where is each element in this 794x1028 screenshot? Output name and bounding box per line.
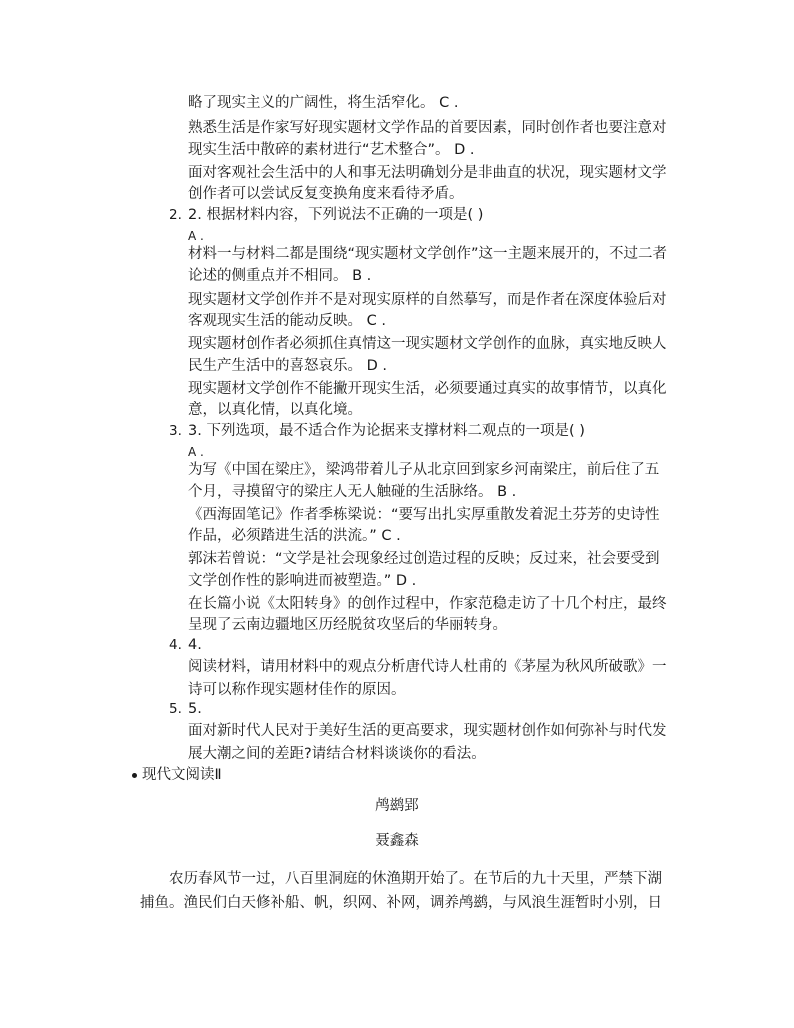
q3-option-line: 作品，必须踏进生活的洪流。” C . [188,528,401,544]
q2-option-line: 意，以真化情，以真化境。 [188,402,362,418]
q2-option-line: 民生产生活中的喜怒哀乐。 D . [188,358,387,374]
q2-option-line: 现实题材文学创作不能撇开现实生活，必须要通过真实的故事情节，以真化 [188,381,667,397]
q1-option-line: 略了现实主义的广阔性，将生活窄化。 C . [188,95,459,111]
q2-option-line: 论述的侧重点并不相同。 B . [188,268,372,284]
q5-list-number: 5. [169,701,182,717]
q2-option-a-label: A . [188,229,204,243]
q3-option-line: 《西海固笔记》作者季栋梁说：“要写出扎实厚重散发着泥土芬芳的史诗性 [188,507,660,523]
article-paragraph-line: 农历春风节一过，八百里洞庭的休渔期开始了。在节后的九十天里，严禁下湖 [169,871,662,887]
q2-option-line: 材料一与材料二都是围绕“现实题材文学创作”这一主题来展开的，不过二者 [188,246,668,262]
q1-option-line: 熟悉生活是作家写好现实题材文学作品的首要因素，同时创作者也要注意对 [188,120,667,136]
section-title: 现代文阅读Ⅱ [142,767,222,783]
q4-prompt-line: 阅读材料，请用材料中的观点分析唐代诗人杜甫的《茅屋为秋风所破歌》一 [188,659,667,675]
q3-list-number: 3. [169,423,182,439]
q5-stem: 5. [188,701,202,717]
q2-option-line: 现实题材文学创作并不是对现实原样的自然摹写，而是作者在深度体验后对 [188,292,667,308]
q3-option-line: 个月，寻摸留守的梁庄人无人触碰的生活脉络。 B . [188,484,517,500]
q3-option-line: 文学创作性的影响进而被塑造。” D . [188,573,417,589]
article-author: 聂鑫森 [375,833,419,849]
section-bullet [132,773,137,778]
article-title: 鸬鹚郢 [375,798,419,814]
q3-option-line: 在长篇小说《太阳转身》的创作过程中，作家范稳走访了十几个村庄，最终 [188,596,667,612]
q4-list-number: 4. [169,637,182,653]
q1-option-line: 创作者可以尝试反复变换角度来看待矛盾。 [188,186,464,202]
q2-option-line: 现实题材创作者必须抓住真情这一现实题材文学创作的血脉，真实地反映人 [188,336,667,352]
q2-stem: 2. 根据材料内容，下列说法不正确的一项是( ) [188,207,484,223]
q3-stem: 3. 下列选项，最不适合作为论据来支撑材料二观点的一项是( ) [188,423,585,439]
q3-option-a-label: A . [188,445,204,459]
q2-list-number: 2. [169,207,182,223]
q2-option-line: 客观现实生活的能动反映。 C . [188,313,386,329]
q5-prompt-line: 展大潮之间的差距?请结合材料谈谈你的看法。 [188,746,486,762]
q1-option-line: 面对客观社会生活中的人和事无法明确划分是非曲直的状况，现实题材文学 [188,165,667,181]
q5-prompt-line: 面对新时代人民对于美好生活的更高要求，现实题材创作如何弥补与时代发 [188,723,667,739]
q3-option-line: 呈现了云南边疆地区历经脱贫攻坚后的华丽转身。 [188,617,507,633]
q4-stem: 4. [188,637,202,653]
q4-prompt-line: 诗可以称作现实题材佳作的原因。 [188,682,406,698]
q3-option-line: 为写《中国在梁庄》，梁鸿带着儿子从北京回到家乡河南梁庄，前后住了五 [188,462,660,478]
q3-option-line: 郭沫若曾说：“文学是社会现象经过创造过程的反映；反过来，社会要受到 [188,551,660,567]
article-paragraph-line: 捕鱼。渔民们白天修补船、帆，织网、补网，调养鸬鹚，与风浪生涯暂时小别，日 [140,895,662,911]
q1-option-line: 现实生活中散碎的素材进行“艺术整合”。 D . [188,142,475,158]
